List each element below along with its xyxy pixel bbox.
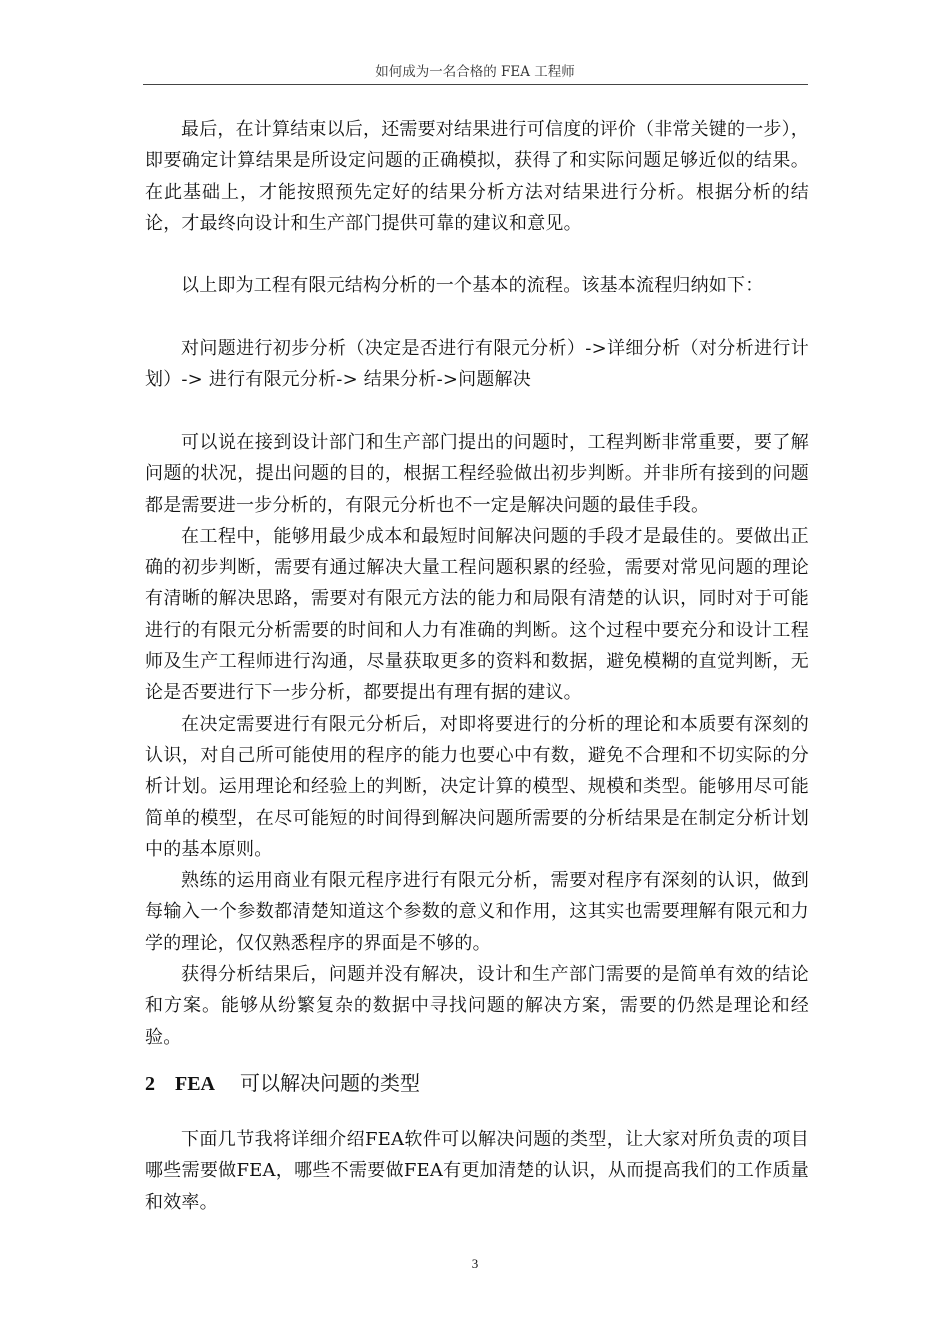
paragraph-analysis-plan: 在决定需要进行有限元分析后，对即将要进行的分析的理论和本质要有深刻的认识，对自己所可能使用的程序的能力也要心中有数，避免不合理和不切实际的分析计划。运用理论和经验上的判断，决定计算的模型、规模和类型。能够用尽可能简单的模型，在尽可能短的时间得到解决问题所需要的分析结果是在制定分析计划中的基本原则。	[145, 713, 809, 860]
section-heading	[145, 1067, 809, 1100]
paragraph-results: 获得分析结果后，问题并没有解决，设计和生产部门需要的是简单有效的结论和方案。能够从纷繁复杂的数据中寻找问题的解决方案，需要的仍然是理论和经验。	[145, 964, 809, 1048]
section-body	[145, 1124, 809, 1218]
paragraph-initial-judgement: 在工程中，能够用最少成本和最短时间解决问题的手段才是最佳的。要做出正确的初步判断，需要有通过解决大量工程问题积累的经验，需要对常见问题的理论有清晰的解决思路，需要对有限元方法的能力和局限有清楚的认识，同时对于可能进行的有限元分析需要的时间和人力有准确的判断。这个过程中要充分和设计工程师及生产工程师进行沟通，尽量获取更多的资料和数据，避免模糊的直觉判断，无论是否要进行下一步分析，都要提出有理有据的建议。	[145, 525, 809, 704]
paragraph-result-evaluation: 最后，在计算结束以后，还需要对结果进行可信度的评价（非常关键的一步），即要确定计算结果是所设定问题的正确模拟，获得了和实际问题足够近似的结果。在此基础上，才能按照预先定好的结果分析方法对结果进行分析。根据分析的结论，才最终向设计和生产部门提供可靠的建议和意见。	[145, 119, 809, 234]
section-number: 2	[145, 1073, 155, 1095]
paragraph-gap	[145, 239, 809, 270]
paragraph-engineering-judgement: 可以说在接到设计部门和生产部门提出的问题时，工程判断非常重要，要了解问题的状况，提出问题的目的，根据工程经验做出初步判断。并非所有接到的问题都是需要进一步分析的，有限元分析也不一定是解决问题的最佳手段。	[145, 431, 809, 516]
page-number: 3	[471, 1256, 479, 1271]
page-header: 如何成为一名合格的 FEA 工程师	[375, 64, 575, 80]
section-abbr: FEA	[175, 1073, 215, 1095]
paragraph-software-skill: 熟练的运用商业有限元程序进行有限元分析，需要对程序有深刻的认识，做到每输入一个参数都清楚知道这个参数的意义和作用，这其实也需要理解有限元和力学的理论，仅仅熟悉程序的界面是不够的。	[145, 870, 809, 954]
main-text	[145, 114, 809, 1053]
section-title: 可以解决问题的类型	[240, 1071, 420, 1095]
paragraph-process-intro: 以上即为工程有限元结构分析的一个基本的流程。该基本流程归纳如下：	[181, 275, 764, 297]
paragraph-process-flow: 对问题进行初步分析（决定是否进行有限元分析）->详细分析（对分析进行计划）-> 进行有限元分析-> 结果分析->问题解决	[145, 338, 809, 391]
paragraph-section-intro: 下面几节我将详细介绍FEA软件可以解决问题的类型，让大家对所负责的项目哪些需要做FEA，哪些不需要做FEA有更加清楚的认识，从而提高我们的工作质量和效率。	[145, 1129, 809, 1213]
paragraph-gap	[145, 396, 809, 427]
paragraph-gap	[145, 302, 809, 333]
header-divider	[143, 84, 808, 85]
